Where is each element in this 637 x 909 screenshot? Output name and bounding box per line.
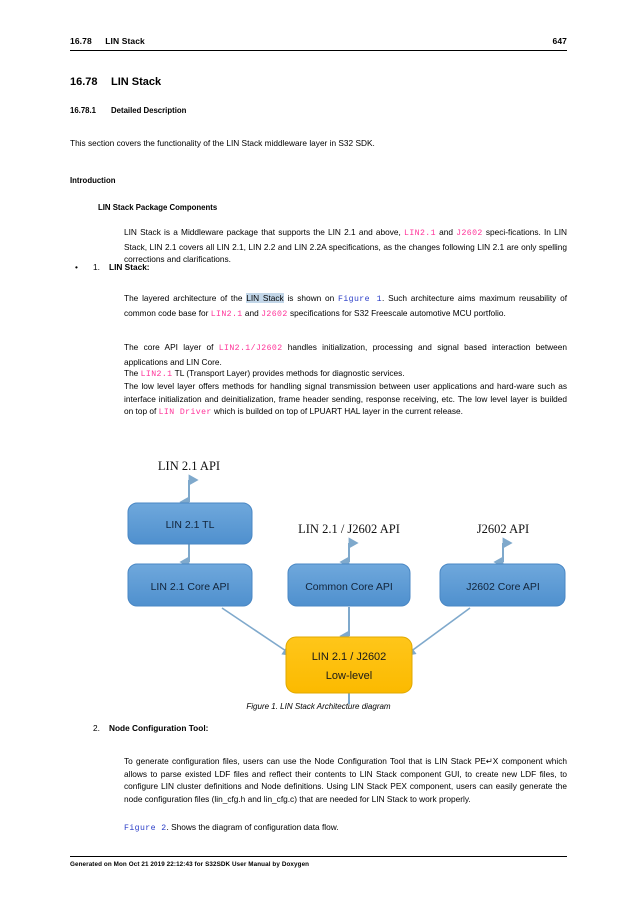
paragraph-figure-2-ref bbox=[124, 821, 567, 836]
p1-code-lin21: LIN2.1 bbox=[404, 229, 436, 238]
paragraph-low-level-layer bbox=[124, 380, 567, 420]
detailed-description-text: This section covers the functionality of the LIN Stack middleware layer in S32 SDK. bbox=[70, 138, 375, 148]
p5-text-b: which is builded on top of LPUART HAL layer in the current release. bbox=[211, 406, 463, 417]
list-item-label: Node Configuration Tool: bbox=[109, 723, 209, 733]
diagram-box-label-lin21-core-api: LIN 2.1 Core API bbox=[150, 581, 230, 593]
diagram-box-label-common-core-api: Common Core API bbox=[305, 581, 393, 593]
subsection-heading bbox=[70, 106, 186, 115]
paragraph-lin-stack-package bbox=[124, 226, 567, 266]
diagram-label-lin21-api: LIN 2.1 API bbox=[157, 459, 221, 473]
p2-code-lin21: LIN2.1 bbox=[210, 309, 243, 319]
p1-text-a: LIN Stack is a Middleware package that supports the LIN 2.1 and above, bbox=[124, 227, 404, 237]
p7-text-rest: . Shows the diagram of configuration data flow. bbox=[166, 822, 339, 832]
diagram-box-label-j2602-core-api: J2602 Core API bbox=[466, 581, 540, 593]
p3-text-b: handles initialization, processing and signal based interaction between applications and LIN Core. bbox=[124, 342, 567, 367]
lin-stack-architecture-diagram bbox=[70, 448, 567, 710]
diagram-label-lin21-j2602-api: LIN 2.1 / J2602 API bbox=[298, 522, 400, 536]
footer-text: Generated on Mon Oct 21 2019 22:12:43 for S32SDK User Manual by Doxygen bbox=[70, 861, 310, 868]
running-header-title: LIN Stack bbox=[105, 36, 145, 46]
p3-code-j2602: J2602 bbox=[255, 344, 283, 353]
p3-text-a: The core API layer of bbox=[124, 342, 219, 352]
p2-highlight-lin-stack: LIN Stack bbox=[246, 293, 284, 303]
list-index: 2. bbox=[93, 723, 100, 733]
list-bullet: • bbox=[75, 262, 78, 272]
p2-text-d: and bbox=[242, 307, 262, 318]
p2-code-j2602: J2602 bbox=[261, 309, 288, 319]
section-heading bbox=[70, 76, 161, 88]
p1-code-j2602: J2602 bbox=[456, 229, 483, 238]
paragraph-core-api-layer bbox=[124, 341, 567, 368]
subsection-heading-title: Detailed Description bbox=[111, 106, 187, 115]
p1-text-c: speci-fications. In LIN Stack, LIN 2.1 covers all LIN 2.1, LIN 2.2 and LIN 2.2A specifications, as the changes following LIN 2.1 are only spelling corrections and clarifications. bbox=[124, 227, 567, 265]
diagram-label-j2602-api: J2602 API bbox=[476, 522, 530, 536]
diagram-box-label-lowlevel-line2: Low-level bbox=[325, 670, 373, 682]
diagram-box-label-lin21-tl: LIN 2.1 TL bbox=[165, 519, 215, 531]
paragraph-node-config-tool: To generate configuration files, users can use the Node Configuration Tool that is LIN Stack PE↵X component which allows to parse existed LDF files and reflect their contents to LIN Stack component GUI, to create new LDF files, to configure LIN cluster definitions and Node definitions. Using LIN Stack PEX component, users can easily generate the node configuration files (lin_cfg.h and lin_cfg.c) that are needed for LIN Stack to work properly. bbox=[124, 756, 567, 804]
diagram-box-lowlevel bbox=[286, 637, 412, 693]
list-item-label: LIN Stack: bbox=[109, 262, 150, 272]
p5-code-lin-driver: LIN Driver bbox=[158, 408, 212, 418]
subsection-heading-number: 16.78.1 bbox=[70, 106, 97, 115]
p4-text-b: TL (Transport Layer) provides methods for diagnostic services. bbox=[172, 368, 405, 378]
paragraph-layered-architecture bbox=[124, 292, 567, 321]
header-rule bbox=[70, 50, 567, 51]
figure-caption: Figure 1. LIN Stack Architecture diagram bbox=[246, 702, 391, 711]
p7-link-figure-2[interactable]: Figure 2 bbox=[124, 824, 167, 833]
running-header bbox=[70, 36, 567, 46]
p3-code-slash: / bbox=[250, 344, 256, 353]
introduction-label: Introduction bbox=[70, 176, 116, 185]
p2-text-b: is shown on bbox=[283, 293, 339, 303]
p5-text-a: The low level layer offers methods for handling signal transmission between user applications and hard-ware such as interface initialization and deinitialization, frame header sending, response receiving, etc. The low level layer is builded on top of bbox=[124, 381, 567, 417]
p1-text-b: and bbox=[435, 227, 457, 237]
page-number: 647 bbox=[552, 36, 567, 46]
p3-code-lin21: LIN2.1 bbox=[218, 344, 251, 353]
package-components-label: LIN Stack Package Components bbox=[98, 203, 218, 212]
p2-link-figure-1[interactable]: Figure 1 bbox=[338, 295, 382, 304]
p4-code-lin21: LIN2.1 bbox=[140, 370, 173, 379]
section-heading-number: 16.78 bbox=[70, 76, 98, 88]
arrow-j2602core-to-lowlevel bbox=[406, 608, 470, 655]
footer-rule bbox=[70, 856, 567, 857]
section-heading-title: LIN Stack bbox=[111, 76, 162, 88]
arrow-lin21core-to-lowlevel bbox=[222, 608, 292, 655]
p2-text-c: . Such architecture aims maximum reusability of common code base for bbox=[124, 293, 567, 318]
p2-text-e: specifications for S32 Freescale automotive MCU portfolio. bbox=[287, 307, 506, 318]
p2-text-a: The layered architecture of the bbox=[124, 293, 247, 303]
p4-text-a: The bbox=[124, 368, 141, 378]
diagram-box-label-lowlevel-line1: LIN 2.1 / J2602 bbox=[311, 651, 387, 663]
list-index: 1. bbox=[93, 262, 100, 272]
running-header-number: 16.78 bbox=[70, 36, 92, 46]
